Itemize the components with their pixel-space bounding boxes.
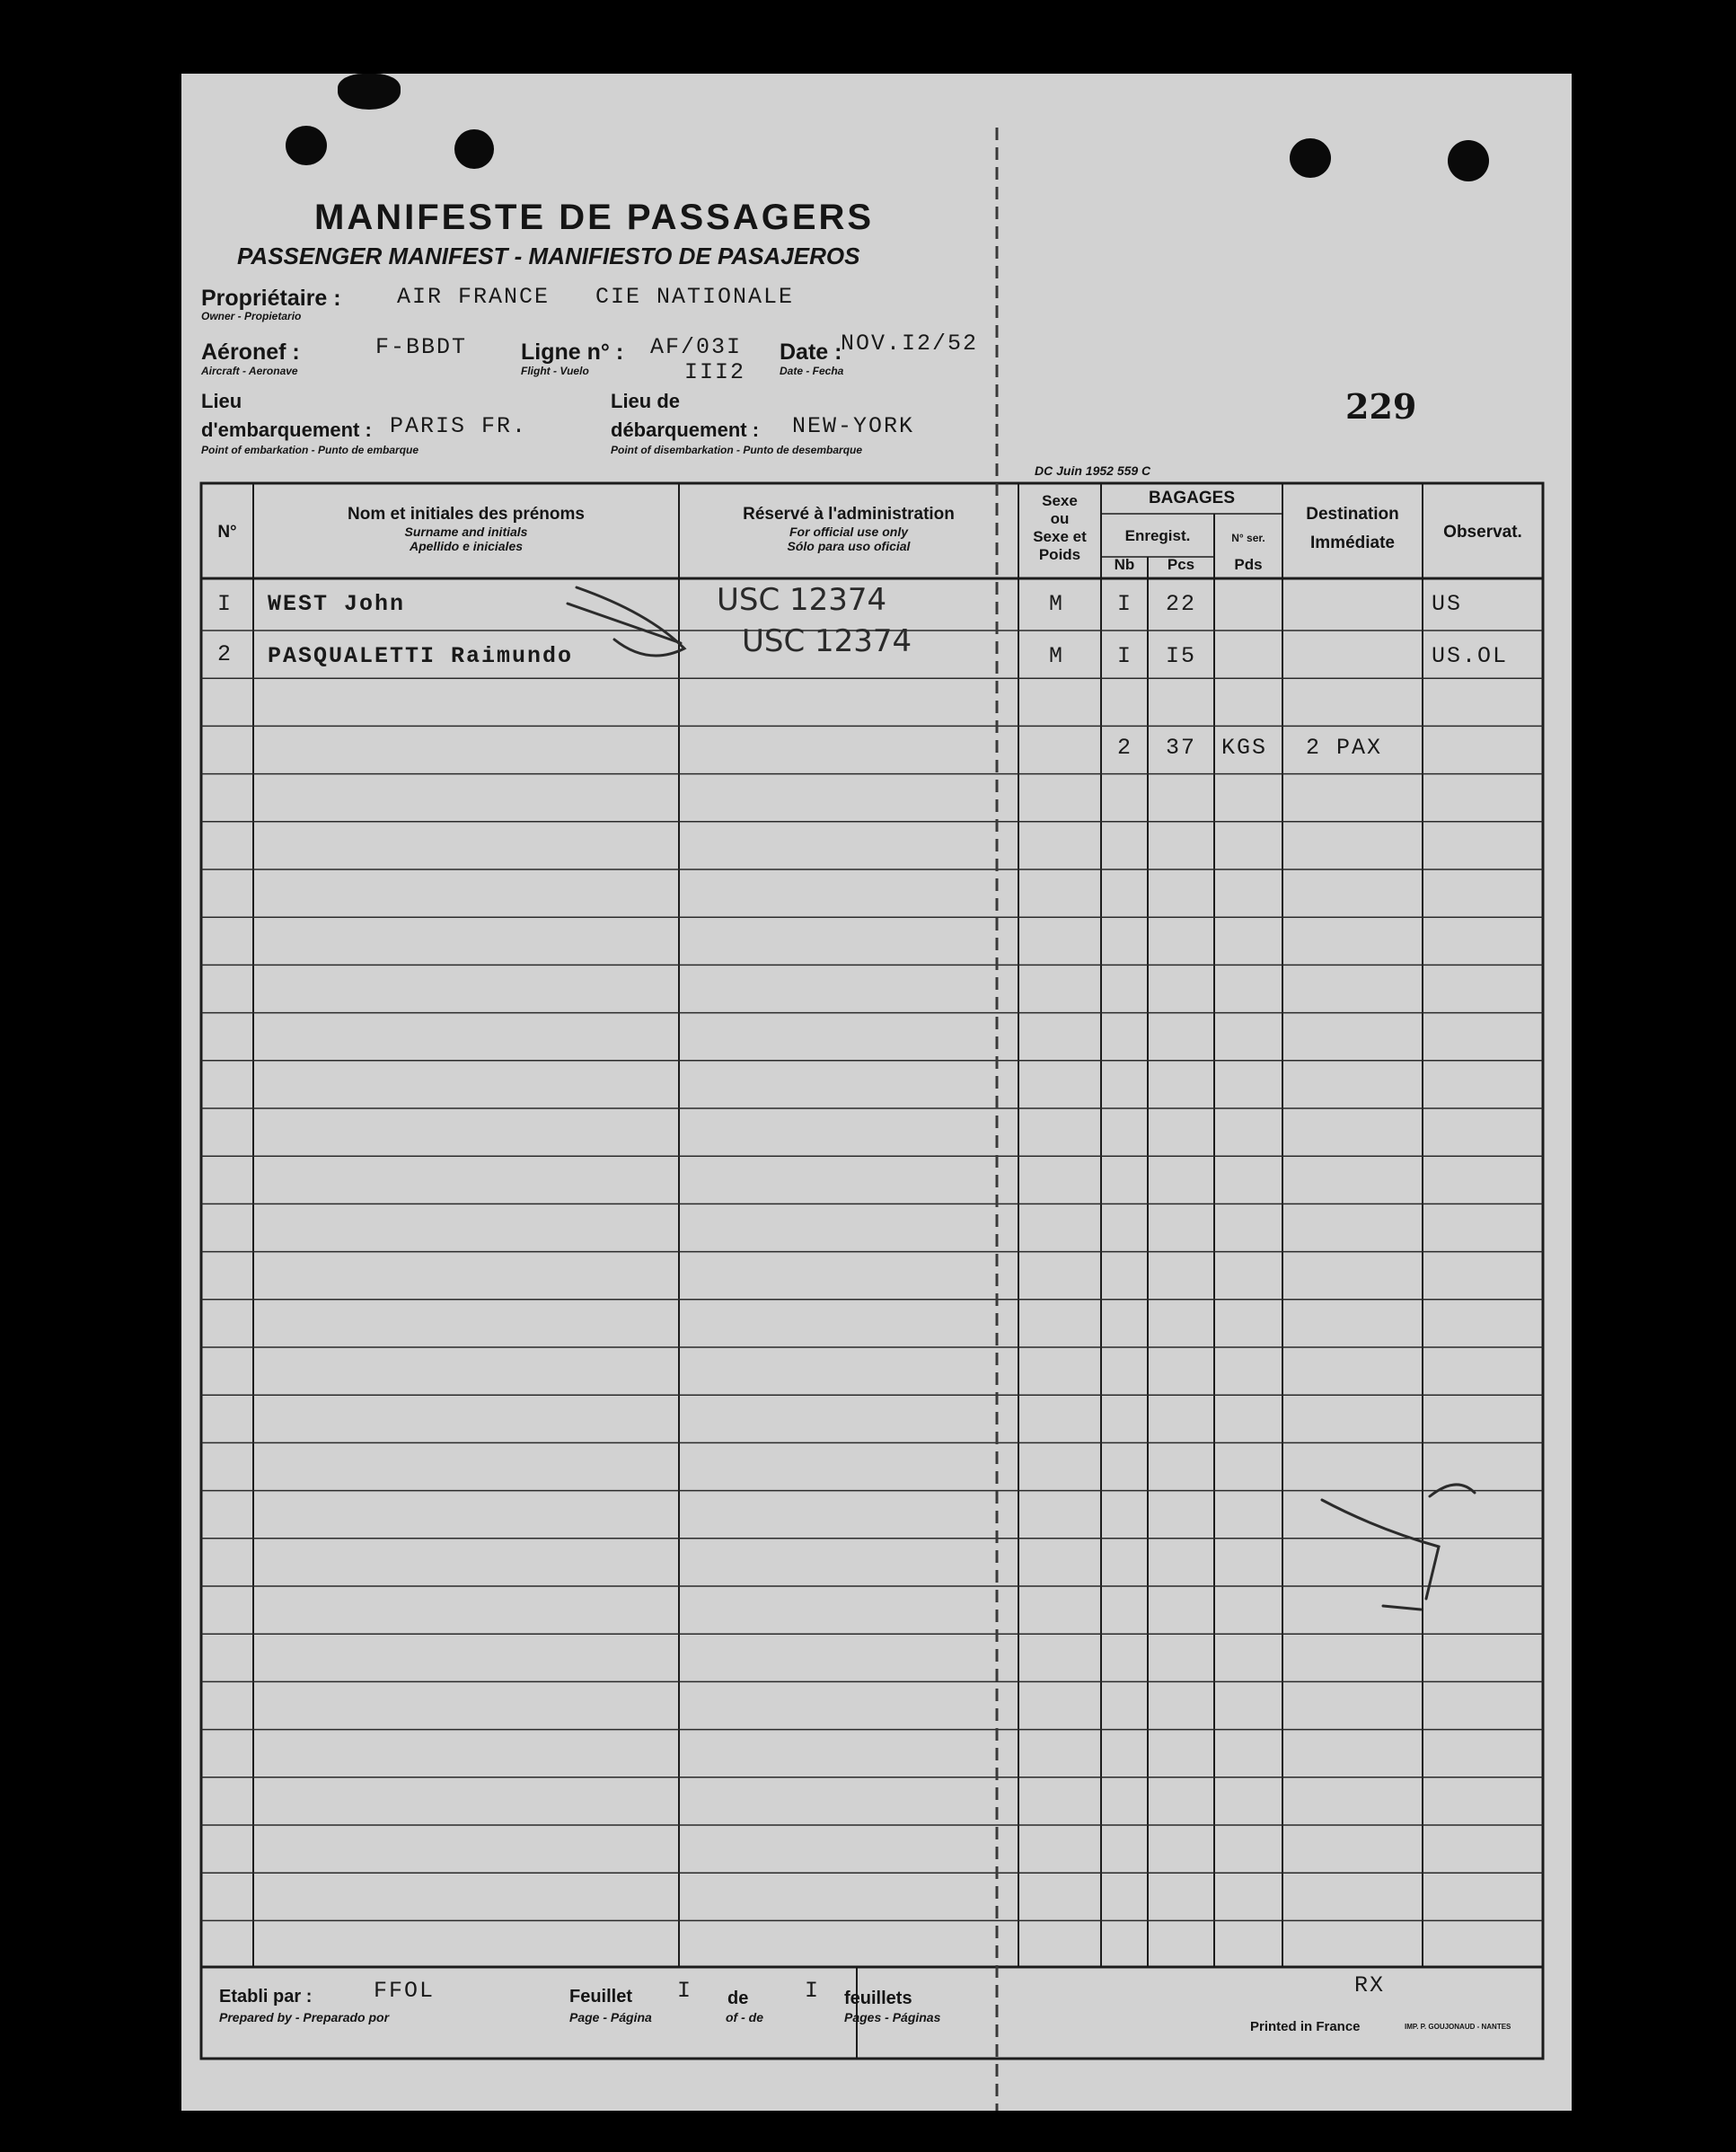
row-2-admin: USC 12374 <box>742 623 912 659</box>
disembark-label-2: débarquement : <box>611 419 760 441</box>
col-dest-1: Destination <box>1306 505 1399 524</box>
printer-small: IMP. P. GOUJONAUD - NANTES <box>1405 2023 1511 2031</box>
date-value: NOV.I2/52 <box>841 331 979 357</box>
embark-label-2: d'embarquement : <box>201 419 372 441</box>
flight-value: AF/03I <box>650 334 743 360</box>
owner-value: AIR FRANCE CIE NATIONALE <box>397 284 795 310</box>
owner-sub: Owner - Propietario <box>201 310 302 322</box>
total-pcs: 37 <box>1166 735 1197 761</box>
page-value: I <box>677 1978 693 2004</box>
col-sex-3: Sexe et <box>1033 528 1087 545</box>
aircraft-value: F-BBDT <box>375 334 468 360</box>
col-ser: N° ser. <box>1231 532 1265 544</box>
col-pds: Pds <box>1234 556 1263 573</box>
flight-label: Ligne n° : <box>521 340 624 365</box>
of-value: I <box>805 1978 821 2004</box>
col-name-label: Nom et initiales des prénoms <box>348 505 585 524</box>
rx-mark: RX <box>1354 1972 1386 1998</box>
row-1-obs: US <box>1432 591 1463 617</box>
col-admin-label: Réservé à l'administration <box>743 505 955 524</box>
of-label: de <box>727 1989 749 2008</box>
prepared-label: Etabli par : <box>219 1987 313 2006</box>
col-pcs: Pcs <box>1167 556 1195 573</box>
row-1-no: I <box>217 591 234 617</box>
page-stamp: 229 <box>1345 386 1417 427</box>
row-2-no: 2 <box>217 641 234 667</box>
manifest-paper <box>181 74 1572 2111</box>
row-1-pcs: 22 <box>1166 591 1197 617</box>
row-2-name: PASQUALETTI Raimundo <box>268 643 574 669</box>
col-dest-2: Immédiate <box>1310 534 1395 552</box>
row-1-sex: M <box>1049 591 1065 617</box>
col-admin-sub2: Sólo para uso oficial <box>787 539 911 553</box>
prepared-value: FFOL <box>374 1978 436 2004</box>
page-label: Feuillet <box>569 1987 633 2006</box>
embark-value: PARIS FR. <box>390 413 528 439</box>
total-nb: 2 <box>1117 735 1133 761</box>
col-registered: Enregist. <box>1124 527 1191 544</box>
row-2-nb: I <box>1117 643 1133 669</box>
col-sex-1: Sexe <box>1042 492 1078 509</box>
total-unit: KGS <box>1221 735 1268 761</box>
col-nb: Nb <box>1114 556 1135 573</box>
col-sex-2: ou <box>1050 510 1070 527</box>
form-subtitle: PASSENGER MANIFEST - MANIFIESTO DE PASAJEROS <box>237 243 860 269</box>
col-name-sub2: Apellido e iniciales <box>409 539 524 553</box>
row-1-admin: USC 12374 <box>717 582 887 618</box>
col-sex <box>1018 492 1101 564</box>
flight-sub: Flight - Vuelo <box>521 365 589 377</box>
flight-extra: III2 <box>684 359 746 385</box>
row-1-nb: I <box>1117 591 1133 617</box>
col-baggage: BAGAGES <box>1148 489 1236 507</box>
disembark-label-1: Lieu de <box>611 390 681 412</box>
embark-sub: Point of embarkation - Punto de embarque <box>201 444 419 456</box>
col-name-sub1: Surname and initials <box>404 525 528 539</box>
printer-label: Printed in France <box>1250 2019 1361 2034</box>
table-grid <box>181 74 1572 2111</box>
row-2-sex: M <box>1049 643 1065 669</box>
embark-label-1: Lieu <box>201 390 242 412</box>
col-name <box>253 505 679 553</box>
date-label: Date : <box>780 340 842 365</box>
disembark-value: NEW-YORK <box>792 413 915 439</box>
aircraft-sub: Aircraft - Aeronave <box>201 365 298 377</box>
row-2-obs: US.OL <box>1432 643 1509 669</box>
prepared-sub: Prepared by - Preparado por <box>219 2010 390 2024</box>
form-code: DC Juin 1952 559 C <box>1035 463 1151 478</box>
aircraft-label: Aéronef : <box>201 340 300 365</box>
col-no: N° <box>217 523 237 542</box>
col-admin-sub1: For official use only <box>789 525 908 539</box>
page-sub: Page - Página <box>569 2010 652 2024</box>
pages-label: feuillets <box>844 1989 912 2008</box>
col-admin <box>679 505 1018 553</box>
owner-label: Propriétaire : <box>201 286 341 311</box>
disembark-sub: Point of disembarkation - Punto de desembarque <box>611 444 863 456</box>
pages-sub: Pages - Páginas <box>844 2010 941 2024</box>
col-destination <box>1282 505 1423 553</box>
date-sub: Date - Fecha <box>780 365 844 377</box>
row-1-name: WEST John <box>268 591 406 617</box>
total-pax: 2 PAX <box>1306 735 1383 761</box>
row-2-pcs: I5 <box>1166 643 1197 669</box>
of-sub: of - de <box>726 2010 763 2024</box>
col-observ: Observat. <box>1443 523 1522 542</box>
col-sex-4: Poids <box>1038 546 1081 563</box>
form-title: MANIFESTE DE PASSAGERS <box>314 198 875 237</box>
